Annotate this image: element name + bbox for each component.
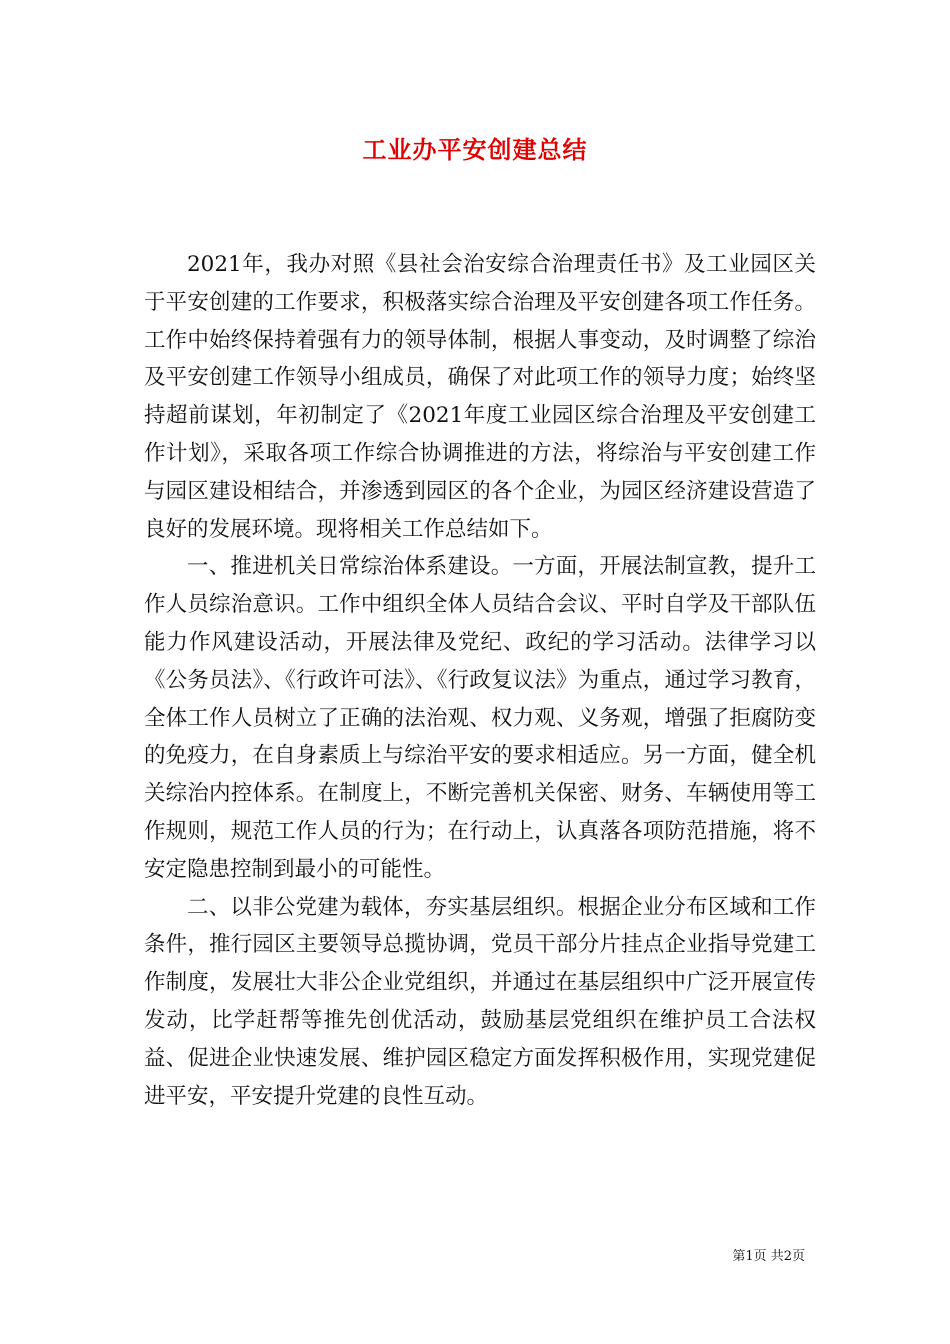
document-body	[144, 246, 816, 1115]
paragraph-section-1: 一、推进机关日常综治体系建设。一方面，开展法制宣教，提升工作人员综治意识。工作中组织全体人员结合会议、平时自学及干部队伍能力作风建设活动，开展法律及党纪、政纪的学习活动。法律学习以《公务员法》、《行政许可法》、《行政复议法》为重点，通过学习教育，全体工作人员树立了正确的法治观、权力观、义务观，增强了拒腐防变的免疫力，在自身素质上与综治平安的要求相适应。另一方面，健全机关综治内控体系。在制度上，不断完善机关保密、财务、车辆使用等工作规则，规范工作人员的行为；在行动上，认真落各项防范措施，将不安定隐患控制到最小的可能性。	[144, 554, 816, 882]
paragraph-intro: 2021年，我办对照《县社会治安综合治理责任书》及工业园区关于平安创建的工作要求，积极落实综合治理及平安创建各项工作任务。工作中始终保持着强有力的领导体制，根据人事变动，及时调整了综治及平安创建工作领导小组成员，确保了对此项工作的领导力度；始终坚持超前谋划，年初制定了《2021年度工业园区综合治理及平安创建工作计划》，采取各项工作综合协调推进的方法，将综治与平安创建工作与园区建设相结合，并渗透到园区的各个企业，为园区经济建设营造了良好的发展环境。现将相关工作总结如下。	[144, 252, 816, 542]
document-title: 工业办平安创建总结	[362, 135, 588, 164]
page-number: 第1页 共2页	[732, 1249, 805, 1264]
paragraph-section-2: 二、以非公党建为载体，夯实基层组织。根据企业分布区域和工作条件，推行园区主要领导总揽协调，党员干部分片挂点企业指导党建工作制度，发展壮大非公企业党组织，并通过在基层组织中广泛开展宣传发动，比学赶帮等推先创优活动，鼓励基层党组织在维护员工合法权益、促进企业快速发展、维护园区稳定方面发挥积极作用，实现党建促进平安，平安提升党建的良性互动。	[144, 894, 816, 1109]
